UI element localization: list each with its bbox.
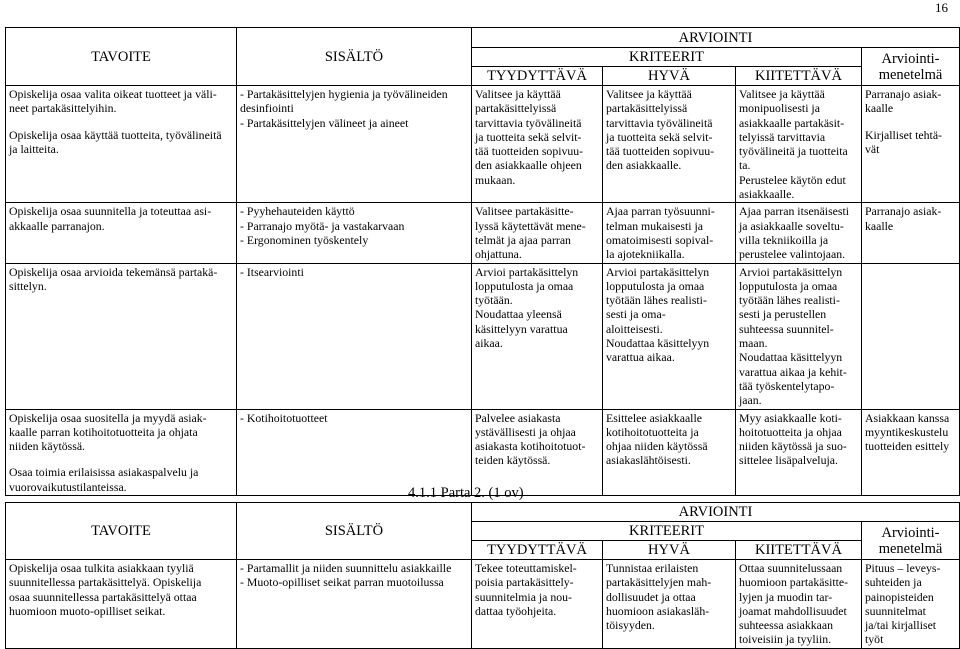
cell-line: painopisteiden	[865, 589, 934, 604]
cell-line: den asiakkaalle.	[606, 158, 682, 173]
cell-line: - Pyyhehauteiden käyttö	[240, 204, 355, 219]
cell-line: ystävällisesti ja ohjaa	[475, 424, 576, 439]
cell-tyydyttava	[472, 409, 603, 495]
cell-line: - Ergonominen työskentely	[240, 232, 369, 247]
cell-sisalto	[237, 203, 472, 263]
cell-line: myyntikeskustelu	[865, 424, 949, 439]
cell-hyva	[603, 86, 736, 203]
cell-line: tarvittavia työvälineitä	[606, 115, 713, 130]
cell-kiitettava	[736, 203, 862, 263]
cell-line: huomioon partakäsitte-	[739, 575, 849, 590]
cell-line: Parranajo asiak-	[865, 87, 942, 101]
table-row	[6, 203, 960, 263]
cell-line: la ajotekniikalla.	[606, 247, 685, 262]
cell-line: Ottaa suunnitelussaan	[739, 561, 843, 575]
cell-kiitettava	[736, 263, 862, 409]
cell-tavoite	[6, 263, 237, 409]
cell-line: omatoimisesti sopival-	[606, 232, 714, 247]
cell-line: Valitsee ja käyttää	[606, 87, 692, 101]
table-row	[6, 263, 960, 409]
cell-line: huomioon asiakasläh-	[606, 603, 710, 618]
cell-line	[865, 116, 956, 128]
cell-line: kaalle	[865, 101, 894, 116]
cell-line: osaa suunnitellessa partakäsittelyä ottaa	[9, 589, 197, 604]
cell-menetelma	[862, 263, 960, 409]
cell-line: kotihoitotuotteita ja	[606, 424, 699, 439]
cell-line: niiden käytössä ja suo-	[739, 439, 847, 454]
section-caption: 4.1.1 Parta 2. (1 ov)	[408, 485, 524, 501]
cell-sisalto	[237, 263, 472, 409]
cell-line: Pituus – leveys-	[865, 561, 941, 575]
cell-line: - Partakäsittelyjen hygienia ja työvälineiden	[240, 87, 448, 101]
cell-line: perustelee valintojaan.	[739, 247, 846, 262]
cell-line: vuorovaikutustilanteissa.	[9, 479, 127, 494]
cell-line: ohjaa niiden käytössä	[606, 439, 708, 454]
cell-line: tää tuotteiden sopivuu-	[606, 144, 715, 159]
cell-line: - Kotihoitotuotteet	[240, 410, 328, 425]
cell-line: telman mukaisesti ja	[606, 218, 703, 233]
cell-tyydyttava	[472, 263, 603, 409]
cell-kiitettava	[736, 409, 862, 495]
cell-line: ja laitteita.	[9, 141, 59, 156]
header-sisalto: SISÄLTÖ	[237, 503, 472, 560]
cell-line: varattua aikaa ja kehit-	[739, 364, 847, 379]
cell-line: Arvioi partakäsittelyn	[475, 264, 579, 279]
cell-line: tuotteiden esittely	[865, 439, 950, 454]
cell-line: Perustelee käytön edut	[739, 172, 846, 187]
cell-tyydyttava	[472, 86, 603, 203]
header-kriteerit: KRITEERIT	[472, 522, 862, 541]
cell-line: niiden käytössä.	[9, 439, 86, 454]
cell-line: Ajaa parran itsenäisesti	[739, 204, 850, 219]
cell-line: työt	[865, 632, 884, 647]
header-tavoite: TAVOITE	[6, 28, 237, 86]
cell-line: kaalle parran kotihoitotuotteita ja ohjata	[9, 424, 198, 439]
header-menetelma-line1: Arviointi-	[881, 50, 940, 67]
cell-line: Tunnistaa erilaisten	[606, 561, 699, 575]
cell-line: asiakkaalle partakäsit-	[739, 115, 845, 130]
cell-line: Myy asiakkaalle koti-	[739, 410, 842, 425]
cell-line: Valitsee ja käyttää	[739, 87, 825, 101]
table-row	[6, 86, 960, 203]
cell-line: den asiakkaalle ohjeen	[475, 158, 582, 173]
cell-line: neet partakäsittelyihin.	[9, 101, 117, 116]
cell-line: Kirjalliset tehtä-	[865, 127, 942, 142]
cell-line: mukaan.	[475, 172, 516, 187]
cell-line: sesti ja perustellen	[739, 307, 827, 322]
cell-line: joamat mahdollisuudet	[739, 603, 847, 618]
cell-line: Asiakkaan kanssa	[865, 410, 950, 425]
cell-line: - Partakäsittelyjen välineet ja aineet	[240, 115, 409, 130]
cell-menetelma	[862, 409, 960, 495]
cell-line: Valitsee ja käyttää	[475, 87, 561, 101]
cell-line: telyissä tarvittavia	[739, 129, 826, 144]
cell-line: Opiskelija osaa käyttää tuotteita, työvälineitä	[9, 127, 222, 142]
cell-line: ja asiakkaalle soveltu-	[739, 218, 844, 233]
cell-line: jaan.	[739, 393, 762, 408]
cell-line: lyssä käytettävät mene-	[475, 218, 586, 233]
cell-line: sittelee lisäpalveluja.	[739, 453, 838, 468]
header-hyva: HYVÄ	[603, 541, 736, 560]
cell-hyva	[603, 263, 736, 409]
cell-line: Parranajo asiak-	[865, 204, 942, 219]
cell-line: Opiskelija osaa tulkita asiakkaan tyyliä	[9, 561, 194, 575]
cell-line: Noudattaa käsittelyyn	[739, 350, 843, 365]
cell-line: työtään lähes realisti-	[606, 293, 707, 308]
cell-line: - Parranajo myötä- ja vastakarvaan	[240, 218, 405, 233]
cell-hyva	[603, 203, 736, 263]
cell-line	[9, 116, 233, 128]
cell-line: Valitsee partakäsitte-	[475, 204, 574, 219]
cell-line: villa tekniikoilla ja	[739, 232, 829, 247]
cell-tyydyttava	[472, 203, 603, 263]
cell-line: desinfiointi	[240, 101, 294, 116]
cell-line: poisia partakäsittely-	[475, 575, 574, 590]
cell-line: partakäsittelyissä	[606, 101, 688, 116]
cell-line: suunnitelmat	[865, 603, 926, 618]
cell-line: Opiskelija osaa valita oikeat tuotteet ja väli-	[9, 87, 217, 101]
cell-line: kaalle	[865, 218, 894, 233]
assessment-table-2	[5, 502, 960, 649]
cell-line: monipuolisesti ja	[739, 101, 820, 116]
cell-kiitettava	[736, 560, 862, 649]
cell-line: työvälineitä ja tuotteita	[739, 144, 848, 159]
cell-line: töisyyden.	[606, 618, 655, 633]
cell-line: - Itsearviointi	[240, 264, 304, 279]
table-row	[6, 560, 960, 649]
cell-line: lopputulosta ja omaa	[475, 278, 574, 293]
cell-line: vät	[865, 141, 880, 156]
cell-line: toiveisiin ja tyyliin.	[739, 632, 832, 647]
cell-line: Opiskelija osaa suunnitella ja toteuttaa asi-	[9, 204, 212, 219]
cell-line: partakäsittelyjen mah-	[606, 575, 712, 590]
cell-line: sittelyn.	[9, 278, 47, 293]
cell-tavoite	[6, 203, 237, 263]
cell-line: tää tuotteiden sopivuu-	[475, 144, 584, 159]
cell-line: hoitotuotteita ja ohjaa	[739, 424, 842, 439]
header-menetelma	[862, 48, 960, 86]
cell-line: aikaa.	[475, 336, 503, 351]
cell-line: ja/tai kirjalliset	[865, 618, 937, 633]
header-tyydyttava: TYYDYTTÄVÄ	[472, 541, 603, 560]
cell-tyydyttava	[472, 560, 603, 649]
cell-line: ja tuotteita sekä selvit-	[606, 129, 713, 144]
cell-line: ta.	[739, 158, 751, 173]
cell-line: varattua aikaa.	[606, 350, 675, 365]
page-number: 16	[935, 0, 948, 15]
cell-line: lopputulosta ja omaa	[606, 278, 705, 293]
cell-line: Noudattaa käsittelyyn	[606, 336, 710, 351]
header-kriteerit: KRITEERIT	[472, 48, 862, 67]
cell-line: tää työskentelytapo-	[739, 378, 835, 393]
cell-line: Ajaa parran työsuunni-	[606, 204, 715, 219]
header-hyva: HYVÄ	[603, 67, 736, 86]
cell-line: Noudattaa yleensä	[475, 307, 562, 322]
cell-line: suhteessa suunnitel-	[739, 321, 834, 336]
assessment-table-1	[5, 27, 960, 496]
cell-sisalto	[237, 86, 472, 203]
header-tavoite: TAVOITE	[6, 503, 237, 560]
header-arviointi: ARVIOINTI	[472, 28, 960, 48]
cell-sisalto	[237, 560, 472, 649]
header-arviointi: ARVIOINTI	[472, 503, 960, 522]
cell-kiitettava	[736, 86, 862, 203]
cell-line: suhteiden ja	[865, 575, 922, 590]
cell-line: akkaalle parranajon.	[9, 218, 105, 233]
cell-line: Opiskelija osaa suositella ja myydä asiak-	[9, 410, 207, 425]
cell-tavoite	[6, 560, 237, 649]
cell-line: aloitteisesti.	[606, 321, 663, 336]
cell-tavoite	[6, 409, 237, 495]
header-kiitettava: KIITETTÄVÄ	[736, 67, 862, 86]
cell-line: asiakkaalle.	[739, 187, 795, 202]
cell-line: Esittelee asiakkaalle	[606, 410, 702, 425]
header-menetelma-line1: Arviointi-	[881, 524, 940, 541]
cell-line: - Partamallit ja niiden suunnittelu asiakkaille	[240, 561, 452, 575]
cell-line: suunnitelmia ja nou-	[475, 589, 572, 604]
cell-line: partakäsittelyissä	[475, 101, 557, 116]
cell-line: - Muoto-opilliset seikat parran muotoilussa	[240, 575, 444, 590]
cell-line: Arvioi partakäsittelyn	[739, 264, 843, 279]
cell-line: asiakaslähtöisesti.	[606, 453, 691, 468]
cell-line: maan.	[739, 336, 768, 351]
cell-tavoite	[6, 86, 237, 203]
cell-line: dollisuudet ja ottaa	[606, 589, 696, 604]
cell-hyva	[603, 560, 736, 649]
cell-menetelma	[862, 86, 960, 203]
cell-menetelma	[862, 560, 960, 649]
cell-line: telmät ja ajaa parran	[475, 232, 571, 247]
cell-line: suunnitellessa partakäsittelyä. Opiskelija	[9, 575, 202, 590]
header-menetelma	[862, 522, 960, 560]
cell-hyva	[603, 409, 736, 495]
cell-line: asiakasta kotihoitotuot-	[475, 439, 586, 454]
header-sisalto: SISÄLTÖ	[237, 28, 472, 86]
cell-line: Opiskelija osaa arvioida tekemänsä partakä-	[9, 264, 218, 279]
cell-line: sesti ja oma-	[606, 307, 666, 322]
header-menetelma-line2: menetelmä	[878, 540, 943, 557]
cell-line: ohjattuna.	[475, 247, 522, 262]
table-row	[6, 409, 960, 495]
header-menetelma-line2: menetelmä	[878, 66, 943, 83]
cell-line: tarvittavia työvälineitä	[475, 115, 582, 130]
cell-line: Arvioi partakäsittelyn	[606, 264, 710, 279]
cell-line: ja tuotteita sekä selvit-	[475, 129, 582, 144]
cell-line: lyjen ja muodin tar-	[739, 589, 833, 604]
header-tyydyttava: TYYDYTTÄVÄ	[472, 67, 603, 86]
cell-line: Tekee toteuttamiskel-	[475, 561, 577, 575]
cell-line: huomioon muoto-opilliset seikat.	[9, 603, 166, 618]
cell-line: teiden käytössä.	[475, 453, 551, 468]
cell-line: dattaa työohjeita.	[475, 603, 557, 618]
cell-line: käsittelyyn varattua	[475, 321, 568, 336]
header-kiitettava: KIITETTÄVÄ	[736, 541, 862, 560]
cell-menetelma	[862, 203, 960, 263]
cell-line: Palvelee asiakasta	[475, 410, 561, 425]
cell-line	[9, 453, 233, 465]
cell-sisalto	[237, 409, 472, 495]
cell-line: työtään lähes realisti-	[739, 293, 840, 308]
cell-line: työtään.	[475, 293, 513, 308]
cell-line: Osaa toimia erilaisissa asiakaspalvelu ja	[9, 465, 199, 480]
cell-line: lopputulosta ja omaa	[739, 278, 838, 293]
cell-line: suhteessa asiakkaan	[739, 618, 834, 633]
